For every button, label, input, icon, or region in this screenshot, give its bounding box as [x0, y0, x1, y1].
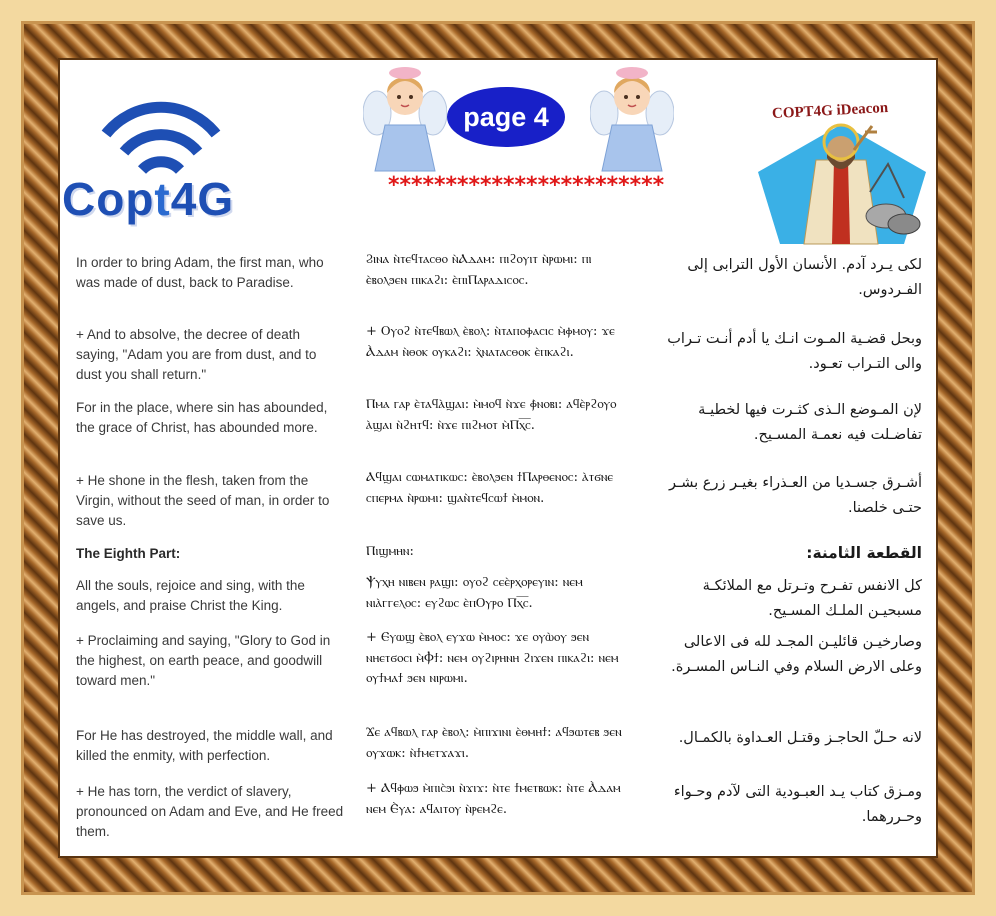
- ideacon-logo-title: COPT4G iDeacon: [771, 99, 889, 123]
- logo-part-4g: 4G: [170, 173, 235, 225]
- coptic-text: + Ⲟⲩⲟϩ ⲛ̀ⲧⲉϥⲃⲱⲗ ⲉ̀ⲃⲟⲗ: ⲛ̀ⲧⲁⲡⲟⲫⲁⲥⲓⲥ ⲙ̀ⲫⲙⲟⲩ: ϫⲉ Ⲁ̀ⲇⲁⲙ ⲛ̀ⲑⲟⲕ ⲟⲩⲕⲁϩⲓ: ⲭ̀ⲛⲁⲧⲁⲥⲑⲟⲕ ⲉ̀ⲡⲕⲁϩⲓ.: [366, 324, 615, 360]
- arabic-text: ومـزق كتاب يـد العبـودية التى لآدم وحـواء وحـررهما.: [673, 784, 922, 825]
- deacon-saint-icon: [754, 120, 930, 246]
- wifi-logo-icon: [98, 100, 224, 180]
- english-text: + He shone in the flesh, taken from the Virgin, without the seed of man, in order to save us.: [76, 473, 330, 528]
- english-text: For He has destroyed, the middle wall, and killed the enmity, with perfection.: [76, 728, 333, 763]
- coptic-text: Ⲁϥϣⲁⲓ ⲥⲱⲙⲁⲧⲓⲕⲱⲥ: ⲉ̀ⲃⲟⲗϧⲉⲛ ϯⲠⲁⲣⲑⲉⲛⲟⲥ: ⲁ̀ⲧϭⲛⲉ ⲥⲡⲉⲣⲙⲁ ⲛ̀ⲣⲱⲙⲓ: ϣⲁⲛ̀ⲧⲉϥⲥⲱϯ ⲙ̀ⲙⲟⲛ.: [366, 470, 614, 506]
- coptic-text: Ϫⲉ ⲁϥⲃⲱⲗ ⲅⲁⲣ ⲉ̀ⲃⲟⲗ: ⲙ̀ⲡⲓϫⲓⲛⲓ ⲉ̀ⲑⲙⲏϯ: ⲁϥϧⲱⲧⲉⲃ ϧⲉⲛ ⲟⲩϫⲱⲕ: ⲛ̀ϯⲙⲉⲧϫⲁϫⲓ.: [366, 725, 622, 761]
- arabic-text: أشـرق جسـديا من العـذراء بغيـر زرع بشـر حتـى خلصنا.: [668, 475, 922, 516]
- coptic-text: Ⲡⲙⲁ ⲅⲁⲣ ⲉ̀ⲧⲁϥⲁ̀ϣⲁⲓ: ⲙ̀ⲙⲟϥ ⲛ̀ϫⲉ ⲫ̀ⲛⲟⲃⲓ: ⲁϥⲉ̀ⲣϩⲟⲩⲟ ⲁ̀ϣⲁⲓ ⲛ̀ϩⲏⲧϥ: ⲛ̀ϫⲉ ⲡⲓϩⲙⲟⲧ ⲙ̀Ⲡⲭ̅ⲥ̅.: [366, 397, 617, 433]
- arabic-text: كل الانفس تفـرح وتـرتل مع الملائكـة مسبحيـن الملـك المسـيح.: [702, 578, 922, 619]
- coptic-heading: Ⲡⲓϣⲙⲏⲛ:: [366, 544, 414, 559]
- coptic-text: Ϩⲓⲛⲁ ⲛ̀ⲧⲉϥⲧⲁⲥⲑⲟ ⲛ̀Ⲁⲇⲁⲙ: ⲡⲓϩⲟⲩⲓⲧ ⲛ̀ⲣⲱⲙⲓ: ⲡⲓ ⲉ̀ⲃⲟⲗϧⲉⲛ ⲡⲓⲕⲁϩⲓ: ⲉ̀ⲡⲓⲠⲁⲣⲁⲇⲓⲥⲟⲥ.: [366, 252, 592, 288]
- english-text: In order to bring Adam, the first man, who was made of dust, back to Paradise.: [76, 255, 324, 290]
- coptic-text: + Ⲉⲩⲱϣ ⲉ̀ⲃⲟⲗ ⲉⲩϫⲱ ⲙ̀ⲙⲟⲥ: ϫⲉ ⲟⲩⲱ̀ⲟⲩ ϧⲉⲛ ⲛⲏⲉⲧϭⲟⲥⲓ ⲙ̀Ⲫϯ: ⲛⲉⲙ ⲟⲩϩⲓⲣⲏⲛⲏ ϩⲓϫⲉⲛ ⲡⲓⲕⲁϩⲓ: ⲛⲉⲙ ⲟⲩϯⲙⲁϯ ϧⲉⲛ ⲛⲓⲣⲱⲙⲓ.: [366, 630, 619, 686]
- stars-divider: ************************: [388, 173, 665, 198]
- arabic-text: لإن المـوضع الـذى كثـرت فيها لخطيـة تفاضـلت فيه نعمـة المسـيح.: [698, 402, 922, 443]
- page: [60, 60, 936, 856]
- arabic-text: لانه حـلّ الحاجـز وقتـل العـداوة بالكمـال.: [678, 730, 922, 746]
- english-text: + Proclaiming and saying, "Glory to God in the highest, on earth peace, and goodwill toward men.": [76, 633, 331, 688]
- copt4g-logo: [62, 172, 234, 226]
- logo-part-cop: Cop: [62, 173, 155, 225]
- english-heading: The Eighth Part:: [76, 546, 181, 561]
- english-text: For in the place, where sin has abounded, the grace of Christ, has abounded more.: [76, 400, 328, 435]
- page-number-badge: page 4: [447, 87, 565, 147]
- english-text: + He has torn, the verdict of slavery, pronounced on Adam and Eve, and He freed them.: [76, 784, 344, 839]
- coptic-text: Ⲯⲩⲭⲏ ⲛⲓⲃⲉⲛ ⲣⲁϣⲓ: ⲟⲩⲟϩ ⲥⲉⲉ̀ⲣⲭⲟⲣⲉⲩⲓⲛ: ⲛⲉⲙ ⲛⲓⲁ̀ⲅⲅⲉⲗⲟⲥ: ⲉⲩϩⲱⲥ ⲉ̀ⲡⲞⲩⲣⲟ Ⲡⲭ̅ⲥ̅.: [366, 575, 583, 611]
- angel-right-icon: [590, 65, 674, 173]
- english-text: + And to absolve, the decree of death saying, "Adam you are from dust, and to dust you shall return.": [76, 327, 317, 382]
- arabic-heading: القطعة الثامنة:: [806, 544, 922, 562]
- arabic-text: لكى يـرد آدم. الأنسان الأول الترابى إلى الفـردوس.: [687, 257, 922, 298]
- coptic-text: + Ⲁϥⲫⲱϧ ⲙ̀ⲡⲓⲥ̀ϧⲓ ⲛ̀ϫⲓϫ: ⲛ̀ⲧⲉ ϯⲙⲉⲧⲃⲱⲕ: ⲛ̀ⲧⲉ Ⲁ̀ⲇⲁⲙ ⲛⲉⲙ Ⲉ̀ⲩⲁ: ⲁϥⲁⲓⲧⲟⲩ ⲛ̀ⲣⲉⲙϩⲉ.: [366, 781, 621, 817]
- english-text: All the souls, rejoice and sing, with the angels, and praise Christ the King.: [76, 578, 305, 613]
- arabic-text: وصارخيـن قائليـن المجـد لله فى الاعالى وعلى الارض السلام وفي النـاس المسـرة.: [671, 634, 922, 675]
- arabic-text: وبحل قضـية المـوت انـك يا أدم أنـت تـراب والى التـراب تعـود.: [667, 331, 922, 372]
- angel-left-icon: [363, 65, 447, 173]
- logo-part-t: t: [154, 173, 171, 225]
